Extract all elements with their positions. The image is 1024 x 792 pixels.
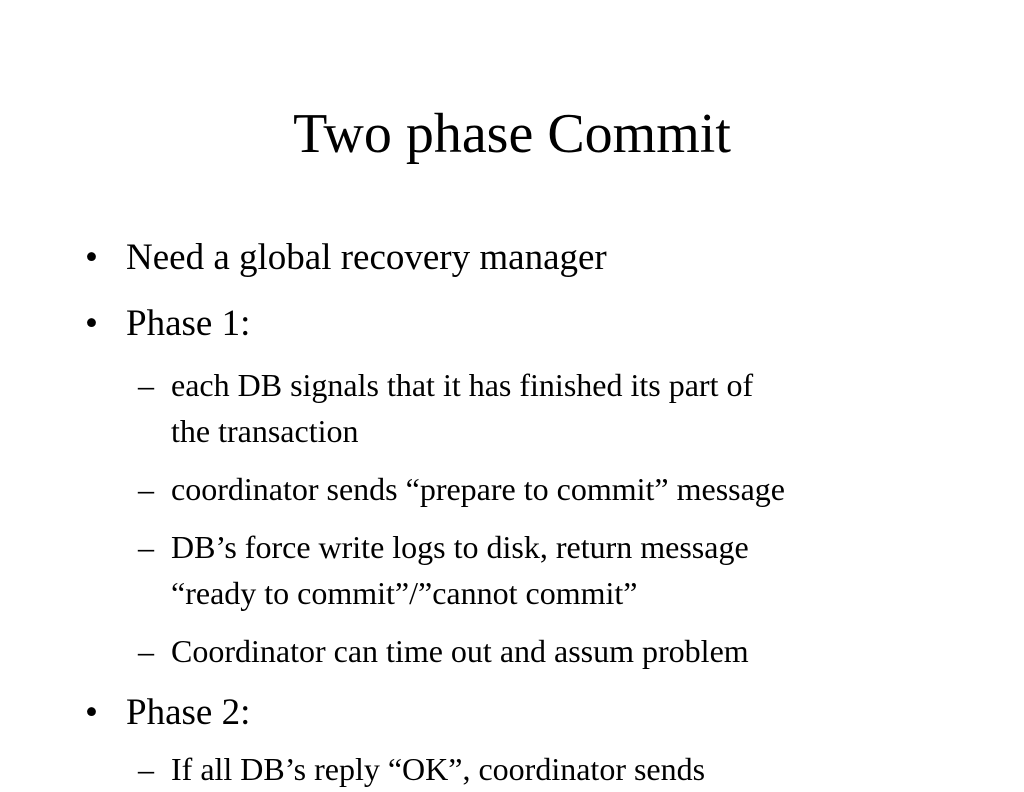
bullet-text: Phase 1: (126, 303, 251, 344)
sub-bullet-text-line: DB’s force write logs to disk, return message (171, 529, 749, 565)
slide-title: Two phase Commit (293, 103, 731, 165)
dash-marker: – (138, 751, 154, 787)
bullet-marker: • (85, 692, 98, 733)
bullet-text: Need a global recovery manager (126, 237, 607, 278)
sub-bullet-text-line: “ready to commit”/”cannot commit” (171, 575, 638, 611)
sub-bullet-text-line: the transaction (171, 413, 359, 449)
sub-bullet-text-line: each DB signals that it has finished its part of (171, 367, 754, 403)
bullet-marker: • (85, 237, 98, 278)
dash-marker: – (138, 529, 154, 565)
dash-marker: – (138, 633, 154, 669)
bullet-text: Phase 2: (126, 692, 251, 733)
dash-marker: – (138, 471, 154, 507)
sub-bullet-text-line: Coordinator can time out and assum problem (171, 633, 749, 669)
bullet-marker: • (85, 303, 98, 344)
sub-bullet-text-line: If all DB’s reply “OK”, coordinator sends (171, 751, 706, 787)
dash-marker: – (138, 367, 154, 403)
sub-bullet-text-line: coordinator sends “prepare to commit” message (171, 471, 785, 507)
